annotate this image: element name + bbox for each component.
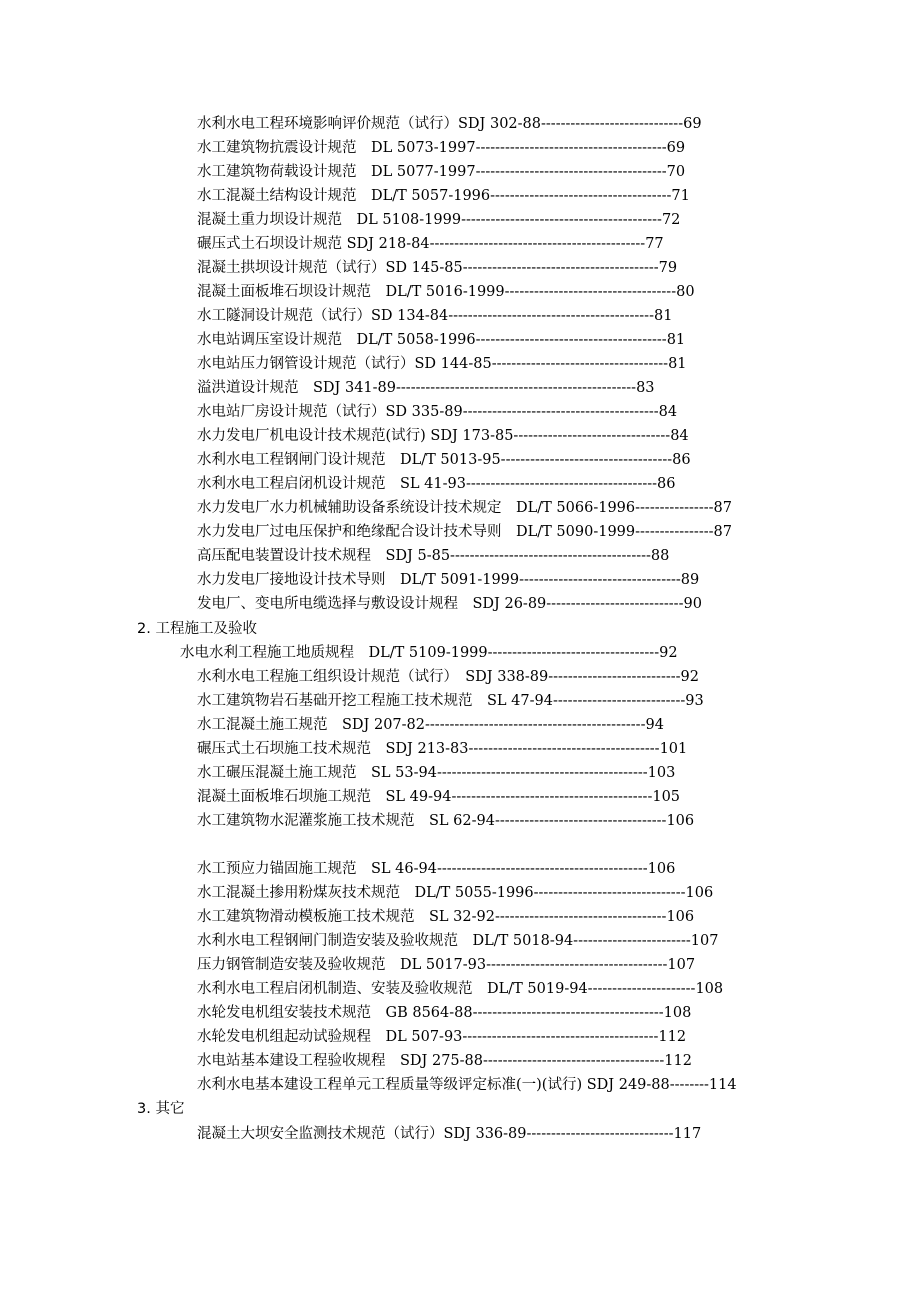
toc-entry: 水轮发电机组安装技术规范 GB 8564-88---------------------------------------108 [197, 1005, 692, 1021]
toc-entry: 水工建筑物水泥灌浆施工技术规范 SL 62-94-----------------------------------106 [197, 813, 695, 829]
toc-entry: 混凝土面板堆石坝设计规范 DL/T 5016-1999-----------------------------------80 [197, 284, 695, 300]
toc-entry: 水电站调压室设计规范 DL/T 5058-1996---------------------------------------81 [197, 332, 686, 348]
section-heading: 3. 其它 [137, 1101, 185, 1117]
toc-entry: 水电站厂房设计规范（试行）SD 335-89----------------------------------------84 [197, 404, 678, 420]
toc-entry: 压力钢管制造安装及验收规范 DL 5017-93-------------------------------------107 [197, 957, 696, 973]
toc-entry: 水工建筑物滑动模板施工技术规范 SL 32-92-----------------------------------106 [197, 909, 695, 925]
toc-entry: 水轮发电机组起动试验规程 DL 507-93----------------------------------------112 [197, 1029, 687, 1045]
toc-entry: 水工隧洞设计规范（试行）SD 134-84------------------------------------------81 [197, 308, 673, 324]
toc-entry: 碾压式土石坝施工技术规范 SDJ 213-83---------------------------------------101 [197, 741, 688, 757]
toc-entry: 水工建筑物抗震设计规范 DL 5073-1997---------------------------------------69 [197, 140, 686, 156]
toc-entry: 混凝土大坝安全监测技术规范（试行）SDJ 336-89------------------------------117 [197, 1126, 702, 1142]
toc-entry: 水电站基本建设工程验收规程 SDJ 275-88-------------------------------------112 [197, 1053, 692, 1069]
toc-entry: 混凝土拱坝设计规范（试行）SD 145-85----------------------------------------79 [197, 260, 678, 276]
toc-entry: 水利水电工程环境影响评价规范（试行）SDJ 302-88-----------------------------69 [197, 116, 702, 132]
toc-entry: 水电站压力钢管设计规范（试行）SD 144-85------------------------------------81 [197, 356, 687, 372]
section-heading: 2. 工程施工及验收 [137, 621, 257, 637]
toc-entry: 水工混凝土掺用粉煤灰技术规范 DL/T 5055-1996-------------------------------106 [197, 885, 714, 901]
toc-entry: 水利水电工程钢闸门制造安装及验收规范 DL/T 5018-94------------------------107 [197, 933, 719, 949]
toc-entry: 水工预应力锚固施工规范 SL 46-94-------------------------------------------106 [197, 861, 676, 877]
toc-entry: 水工建筑物荷载设计规范 DL 5077-1997---------------------------------------70 [197, 164, 686, 180]
toc-entry: 水电水利工程施工地质规程 DL/T 5109-1999-----------------------------------92 [180, 645, 678, 661]
toc-entry: 水力发电厂过电压保护和绝缘配合设计技术导则 DL/T 5090-1999----------------87 [197, 524, 732, 540]
toc-entry: 水利水电基本建设工程单元工程质量等级评定标准(一)(试行) SDJ 249-88--------114 [197, 1077, 737, 1093]
toc-entry: 水力发电厂水力机械辅助设备系统设计技术规定 DL/T 5066-1996----------------87 [197, 500, 732, 516]
toc-entry: 水力发电厂机电设计技术规范(试行) SDJ 173-85--------------------------------84 [197, 428, 689, 444]
toc-entry: 碾压式土石坝设计规范 SDJ 218-84--------------------------------------------77 [197, 236, 664, 252]
toc-entry: 溢洪道设计规范 SDJ 341-89-------------------------------------------------83 [197, 380, 655, 396]
toc-entry: 发电厂、变电所电缆选择与敷设设计规程 SDJ 26-89----------------------------90 [197, 596, 702, 612]
toc-entry: 水工混凝土施工规范 SDJ 207-82---------------------------------------------94 [197, 717, 664, 733]
toc-entry: 水利水电工程启闭机制造、安装及验收规范 DL/T 5019-94----------------------108 [197, 981, 724, 997]
toc-entry: 混凝土重力坝设计规范 DL 5108-1999-----------------------------------------72 [197, 212, 681, 228]
toc-entry: 水工碾压混凝土施工规范 SL 53-94-------------------------------------------103 [197, 765, 676, 781]
toc-entry: 水工建筑物岩石基础开挖工程施工技术规范 SL 47-94---------------------------93 [197, 693, 704, 709]
toc-entry: 高压配电装置设计技术规程 SDJ 5-85-----------------------------------------88 [197, 548, 670, 564]
toc-entry: 水利水电工程钢闸门设计规范 DL/T 5013-95-----------------------------------86 [197, 452, 691, 468]
toc-entry: 水利水电工程施工组织设计规范（试行） SDJ 338-89---------------------------92 [197, 669, 699, 685]
toc-entry: 水力发电厂接地设计技术导则 DL/T 5091-1999---------------------------------89 [197, 572, 700, 588]
toc-entry: 水工混凝土结构设计规范 DL/T 5057-1996-------------------------------------71 [197, 188, 690, 204]
toc-entry: 水利水电工程启闭机设计规范 SL 41-93---------------------------------------86 [197, 476, 676, 492]
toc-entry: 混凝土面板堆石坝施工规范 SL 49-94-----------------------------------------105 [197, 789, 681, 805]
